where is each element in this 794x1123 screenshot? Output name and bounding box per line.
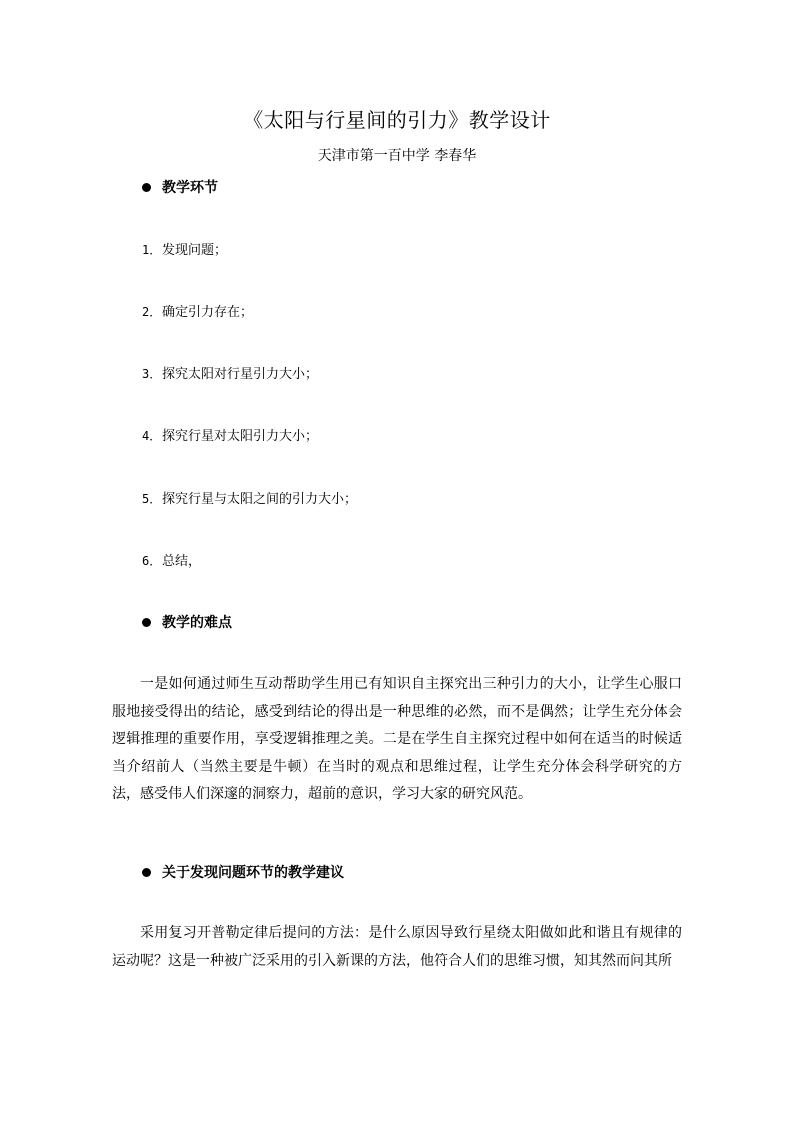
list-item-step-4 xyxy=(142,425,318,444)
step-text: 探究太阳对行星引力大小； xyxy=(162,367,319,382)
document-author: 天津市第一百中学 李春华 xyxy=(317,148,477,164)
step-text: 探究行星与太阳之间的引力大小； xyxy=(162,492,358,507)
step-text: 总结， xyxy=(162,554,202,569)
list-item-step-6 xyxy=(142,550,201,569)
step-number: 1． xyxy=(142,243,162,257)
step-number: 5． xyxy=(142,492,162,506)
section-heading-difficulty xyxy=(142,612,232,632)
list-item-step-1 xyxy=(142,239,227,258)
section-heading-suggestion xyxy=(142,862,344,882)
step-text: 确定引力存在； xyxy=(162,305,254,320)
section-heading-steps xyxy=(142,177,218,197)
list-item-step-2 xyxy=(142,301,253,320)
suggestion-paragraph: 采用复习开普勒定律后提问的方法：是什么原因导致行星绕太阳做如此和谐且有规律的运动呢？这是一种被广泛采用的引入新课的方法，他符合人们的思维习惯，知其然而问其所 xyxy=(112,925,682,969)
list-item-step-5 xyxy=(142,488,357,507)
bullet-icon xyxy=(142,183,151,192)
section-heading-label: 关于发现问题环节的教学建议 xyxy=(162,865,344,881)
bullet-icon xyxy=(142,618,151,627)
difficulty-paragraph: 一是如何通过师生互动帮助学生用已有知识自主探究出三种引力的大小，让学生心服口服地接受得出的结论，感受到结论的得出是一种思维的必然，而不是偶然；让学生充分体会逻辑推理的重要作用，享受逻辑推理之美。二是在学生自主探究过程中如何在适当的时候适当介绍前人（当然主要是牛顿）在当时的观点和思维过程，让学生充分体会科学研究的方法，感受伟人们深邃的洞察力，超前的意识，学习大家的研究风范。 xyxy=(112,676,682,802)
step-text: 探究行星对太阳引力大小； xyxy=(162,429,319,444)
section-heading-label: 教学的难点 xyxy=(162,615,232,631)
section-heading-label: 教学环节 xyxy=(162,180,218,196)
step-number: 6． xyxy=(142,554,162,568)
list-item-step-3 xyxy=(142,363,318,382)
step-number: 3． xyxy=(142,367,162,381)
bullet-icon xyxy=(142,868,151,877)
step-number: 2． xyxy=(142,305,162,319)
document-title: 《太阳与行星间的引力》教学设计 xyxy=(243,108,551,132)
step-number: 4． xyxy=(142,429,162,443)
step-text: 发现问题； xyxy=(162,243,228,258)
